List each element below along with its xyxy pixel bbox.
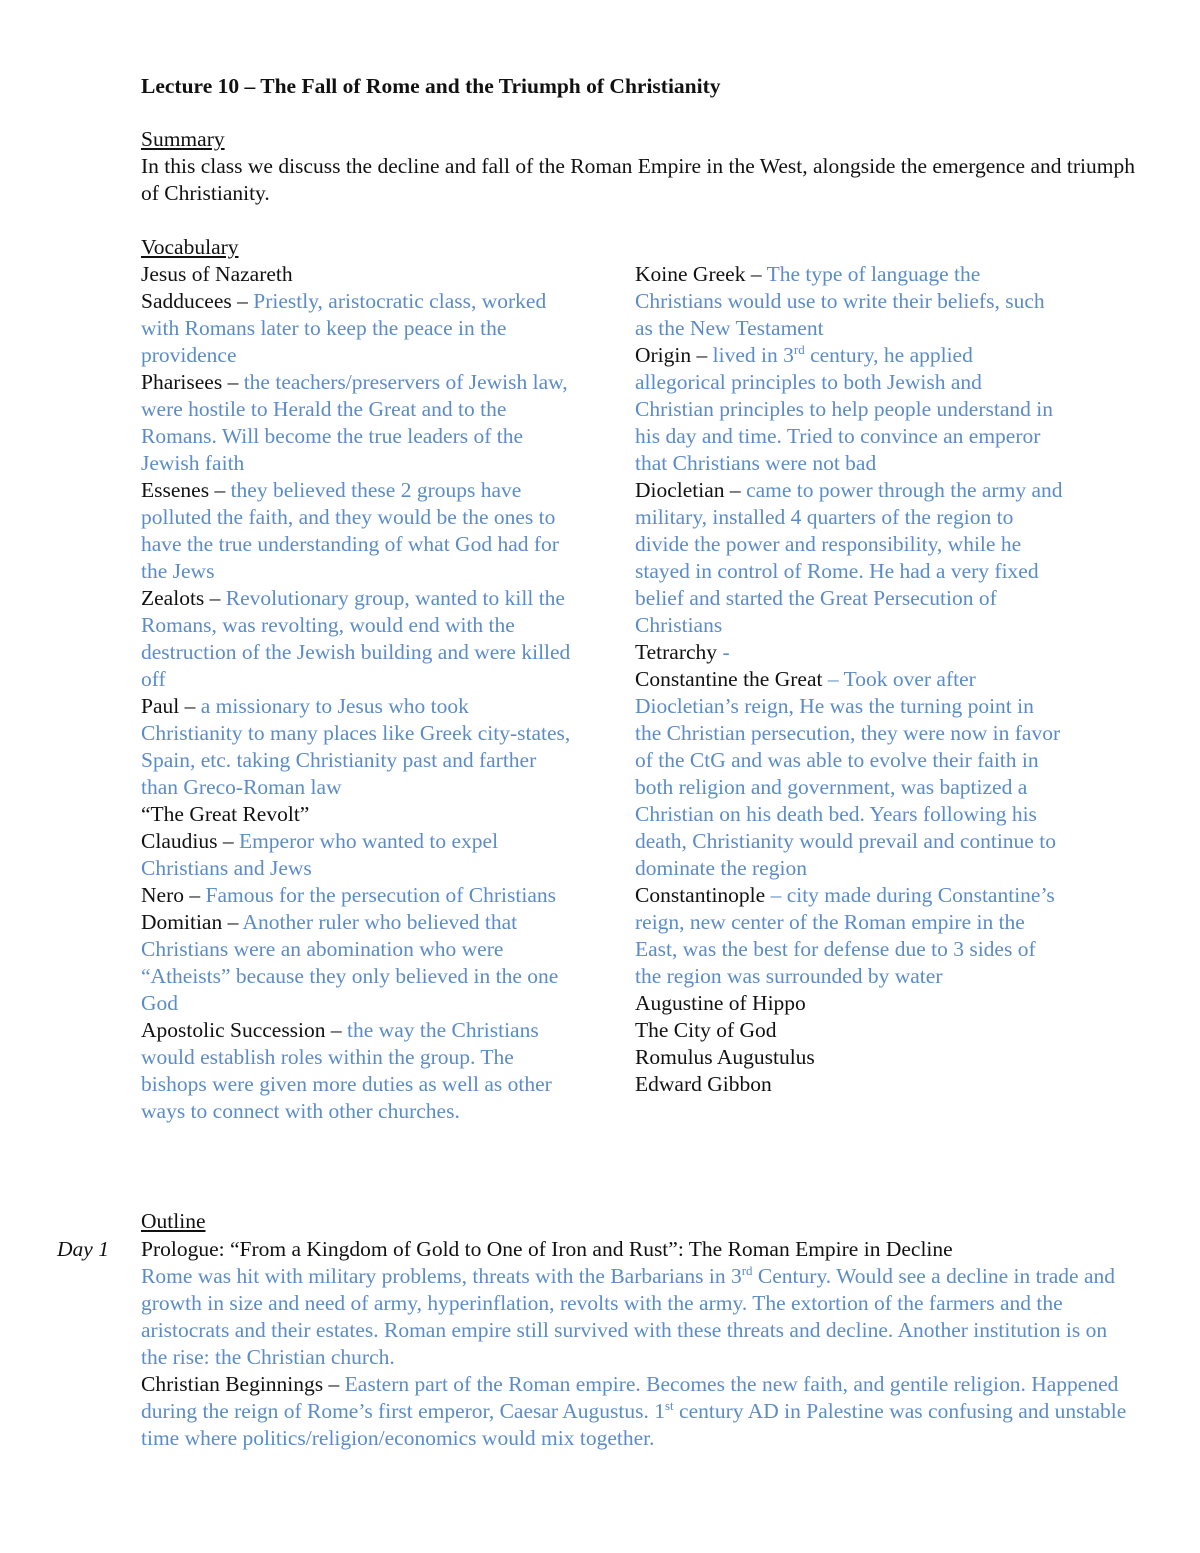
page-title: Lecture 10 – The Fall of Rome and the Triumph of Christianity — [141, 74, 721, 98]
vocab-entry — [141, 801, 571, 828]
vocab-entry — [141, 882, 571, 909]
vocab-definition: – Took over after Diocletian’s reign, He was the turning point in the Christian persecution, they were now in favor of the CtG and was able to evolve their faith in both religion and government, was baptized a Christian on his death bed. Years following his death, Christianity would prevail and continue to dominate the region — [635, 667, 1061, 880]
prologue-title: Prologue: “From a Kingdom of Gold to One of Iron and Rust”: The Roman Empire in Decline — [141, 1237, 953, 1261]
vocab-term: Constantine the Great — [635, 667, 828, 691]
vocab-definition: the teachers/preservers of Jewish law, were hostile to Herald the Great and to the Romans. Will become the true leaders of the Jewish faith — [141, 370, 568, 475]
outline-body — [141, 1236, 1131, 1452]
vocab-definition: they believed these 2 groups have polluted the faith, and they would be the ones to have the true understanding of what God had for the Jews — [141, 478, 559, 583]
vocab-term: Paul – — [141, 694, 201, 718]
vocab-term: Domitian – — [141, 910, 243, 934]
beginnings-notes-start: Eastern part of the Roman empire. Becomes the new faith, and gentile religion. Happened during the reign of Rome’s first emperor, Caesar Augustus. 1 — [141, 1372, 1119, 1423]
ordinal-superscript: st — [665, 1397, 674, 1413]
vocab-entry — [141, 261, 571, 288]
vocab-definition: a missionary to Jesus who took Christianity to many places like Greek city-states, Spain, etc. taking Christianity past and farther than Greco-Roman law — [141, 694, 571, 799]
vocab-entry — [141, 585, 571, 693]
vocab-term: Constantinople — [635, 883, 771, 907]
vocab-term: Koine Greek – — [635, 262, 767, 286]
vocab-term: “The Great Revolt” — [141, 802, 310, 826]
prologue-notes-end: Century. Would see a decline in trade and growth in size and need of army, hyperinflation, revolts with the army. The extortion of the farmers and the aristocrats and their estates. Roman empire still survived with these threats and decline. Another institution is on the rise: the Christian church. — [141, 1264, 1116, 1369]
vocab-term: Nero – — [141, 883, 206, 907]
vocab-entry — [141, 693, 571, 801]
vocab-entry — [635, 342, 1065, 477]
vocab-term: Apostolic Succession – — [141, 1018, 348, 1042]
beginnings-notes-end: century AD in Palestine was confusing and unstable time where politics/religion/economics would mix together. — [141, 1399, 1127, 1450]
vocab-entry — [141, 369, 571, 477]
day-label: Day 1 — [57, 1237, 109, 1261]
vocab-term: Pharisees – — [141, 370, 244, 394]
vocab-definition: the way the Christians would establish roles within the group. The bishops were given more duties as well as other ways to connect with other churches. — [141, 1018, 552, 1123]
vocab-term: Romulus Augustulus — [635, 1045, 815, 1069]
vocab-term: Augustine of Hippo — [635, 991, 806, 1015]
vocab-term: Essenes – — [141, 478, 231, 502]
vocab-term: Sadducees – — [141, 289, 254, 313]
vocab-entry — [141, 477, 571, 585]
vocab-definition: Another ruler who believed that Christians were an abomination who were “Atheists” because they only believed in the one God — [141, 910, 559, 1015]
christian-beginnings — [141, 1371, 1131, 1452]
vocab-definition: Emperor who wanted to expel Christians and Jews — [141, 829, 499, 880]
prologue-notes — [141, 1263, 1131, 1371]
vocab-entry — [635, 882, 1065, 990]
vocab-definition-start: lived in 3 — [712, 343, 794, 367]
summary-text: In this class we discuss the decline and fall of the Roman Empire in the West, alongside the emergence and triumph of Christianity. — [141, 154, 1135, 205]
vocab-entry — [141, 288, 571, 369]
vocab-entry — [635, 1044, 1065, 1071]
vocab-entry — [141, 1017, 571, 1125]
prologue-notes-start: Rome was hit with military problems, threats with the Barbarians in 3 — [141, 1264, 742, 1288]
vocab-entry — [141, 828, 571, 882]
summary-heading: Summary — [141, 127, 225, 151]
vocab-entry — [635, 1071, 1065, 1098]
vocab-term: Origin – — [635, 343, 713, 367]
vocab-term: Claudius – — [141, 829, 239, 853]
vocab-entry — [635, 477, 1065, 639]
vocab-entry — [141, 909, 571, 1017]
beginnings-term: Christian Beginnings – — [141, 1372, 345, 1396]
vocabulary-heading: Vocabulary — [141, 235, 239, 259]
vocab-entry — [635, 1017, 1065, 1044]
vocab-definition: Priestly, aristocratic class, worked with Romans later to keep the peace in the providence — [141, 289, 547, 367]
vocab-definition: The type of language the Christians would use to write their beliefs, such as the New Testament — [635, 262, 1045, 340]
vocab-definition: Famous for the persecution of Christians — [205, 883, 556, 907]
vocab-term: The City of God — [635, 1018, 777, 1042]
vocab-term: Jesus of Nazareth — [141, 262, 293, 286]
ordinal-superscript: rd — [793, 341, 805, 357]
vocab-term: Tetrarchy — [635, 640, 723, 664]
vocab-definition: Revolutionary group, wanted to kill the Romans, was revolting, would end with the destruction of the Jewish building and were killed off — [141, 586, 571, 691]
outline-heading: Outline — [141, 1209, 206, 1233]
vocab-entry — [635, 261, 1065, 342]
vocab-entry — [635, 990, 1065, 1017]
vocab-entry — [635, 666, 1065, 882]
vocab-term: Edward Gibbon — [635, 1072, 772, 1096]
vocab-definition: – city made during Constantine’s reign, new center of the Roman empire in the East, was the best for defense due to 3 sides of the region was surrounded by water — [635, 883, 1055, 988]
summary-section — [141, 126, 1141, 207]
vocab-term: Zealots – — [141, 586, 226, 610]
vocab-entry — [635, 639, 1065, 666]
vocab-definition: - — [722, 640, 730, 664]
vocabulary-right-column — [635, 261, 1065, 1098]
vocabulary-left-column — [141, 261, 571, 1125]
ordinal-superscript: rd — [741, 1262, 753, 1278]
vocab-definition: came to power through the army and military, installed 4 quarters of the region to divide the power and responsibility, while he stayed in control of Rome. He had a very fixed belief and started the Great Persecution of Christians — [635, 478, 1063, 637]
vocab-term: Diocletian – — [635, 478, 747, 502]
vocab-definition: century, he applied allegorical principles to both Jewish and Christian principles to help people understand in his day and time. Tried to convince an emperor that Christians were not bad — [635, 343, 1053, 475]
